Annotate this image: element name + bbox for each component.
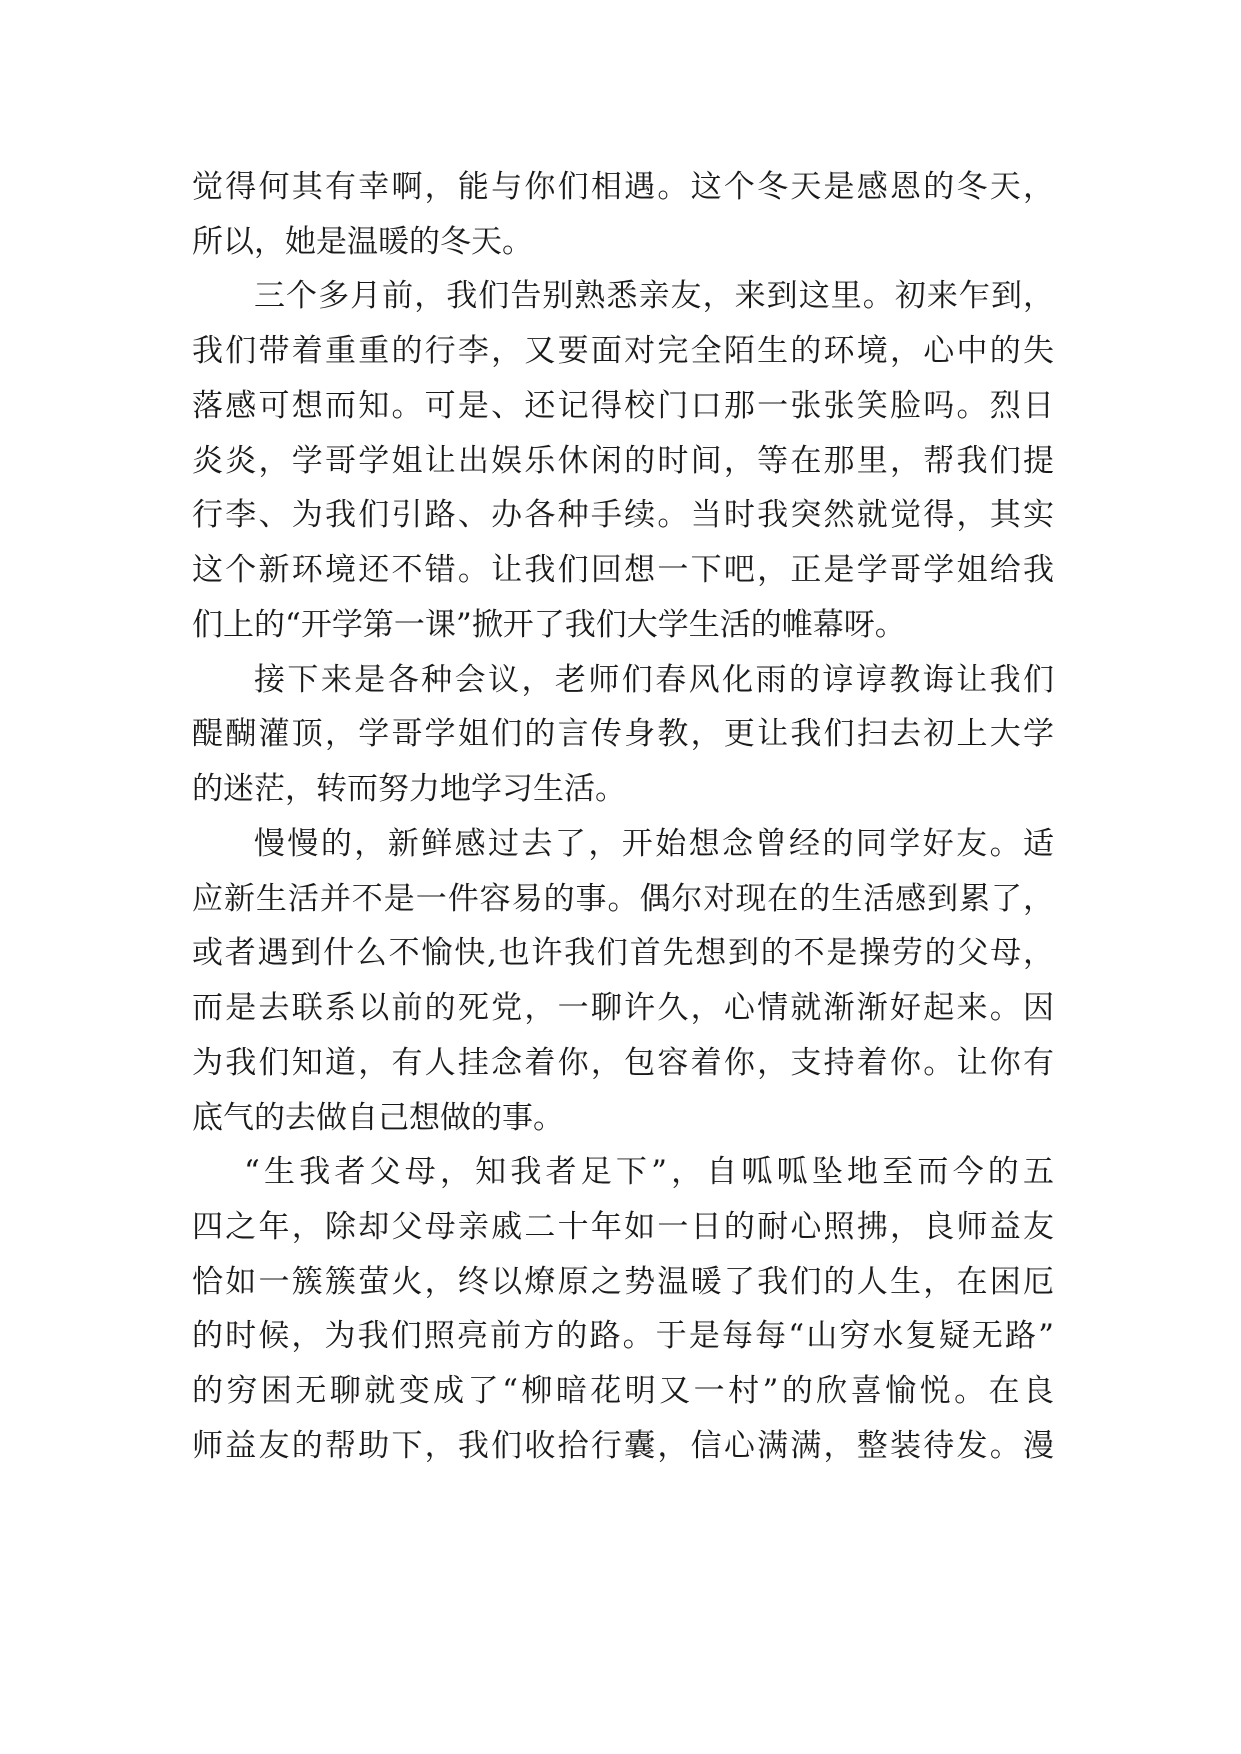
text-line: 应新生活并不是一件容易的事。偶尔对现在的生活感到累了， (192, 881, 1054, 917)
text-line: 的迷茫，转而努力地学习生活。 (192, 771, 626, 807)
text-line: 这个新环境还不错。让我们回想一下吧，正是学哥学姐给我 (192, 552, 1054, 588)
text-line: 行李、为我们引路、办各种手续。当时我突然就觉得，其实 (192, 497, 1054, 533)
text-line: 的时候，为我们照亮前方的路。于是每每“山穷水复疑无路” (192, 1318, 1054, 1354)
text-line: 们上的“开学第一课”掀开了我们大学生活的帷幕呀。 (192, 607, 906, 643)
text-line: 炎炎，学哥学姐让出娱乐休闲的时间，等在那里，帮我们提 (192, 443, 1054, 479)
text-line: 我们带着重重的行李，又要面对完全陌生的环境，心中的失 (192, 333, 1054, 369)
paragraph-first-line: 三个多月前，我们告别熟悉亲友，来到这里。初来乍到， (254, 278, 1054, 314)
text-line: 的穷困无聊就变成了“柳暗花明又一村”的欣喜愉悦。在良 (192, 1373, 1054, 1409)
text-line: 恰如一簇簇萤火，终以燎原之势温暖了我们的人生，在困厄 (192, 1264, 1054, 1300)
paragraph-first-line: 慢慢的，新鲜感过去了，开始想念曾经的同学好友。适 (254, 826, 1054, 862)
text-line: 或者遇到什么不愉快,也许我们首先想到的不是操劳的父母， (192, 935, 1054, 971)
paragraph-first-line: 接下来是各种会议，老师们春风化雨的谆谆教诲让我们 (254, 662, 1054, 698)
text-line: 师益友的帮助下，我们收拾行囊，信心满满，整装待发。漫 (192, 1428, 1054, 1464)
text-line: 而是去联系以前的死党，一聊许久，心情就渐渐好起来。因 (192, 990, 1054, 1026)
text-line: 落感可想而知。可是、还记得校门口那一张张笑脸吗。烈日 (192, 388, 1054, 424)
text-line: 四之年，除却父母亲戚二十年如一日的耐心照拂，良师益友 (192, 1209, 1054, 1245)
text-line: 为我们知道，有人挂念着你，包容着你，支持着你。让你有 (192, 1045, 1054, 1081)
text-line: 醍醐灌顶，学哥学姐们的言传身教，更让我们扫去初上大学 (192, 716, 1054, 752)
text-line: 底气的去做自己想做的事。 (192, 1100, 564, 1136)
text-line: 觉得何其有幸啊，能与你们相遇。这个冬天是感恩的冬天， (192, 169, 1054, 205)
paragraph-first-line: “生我者父母，知我者足下”，自呱呱坠地至而今的五 (244, 1154, 1054, 1190)
text-line: 所以，她是温暖的冬天。 (192, 224, 533, 260)
